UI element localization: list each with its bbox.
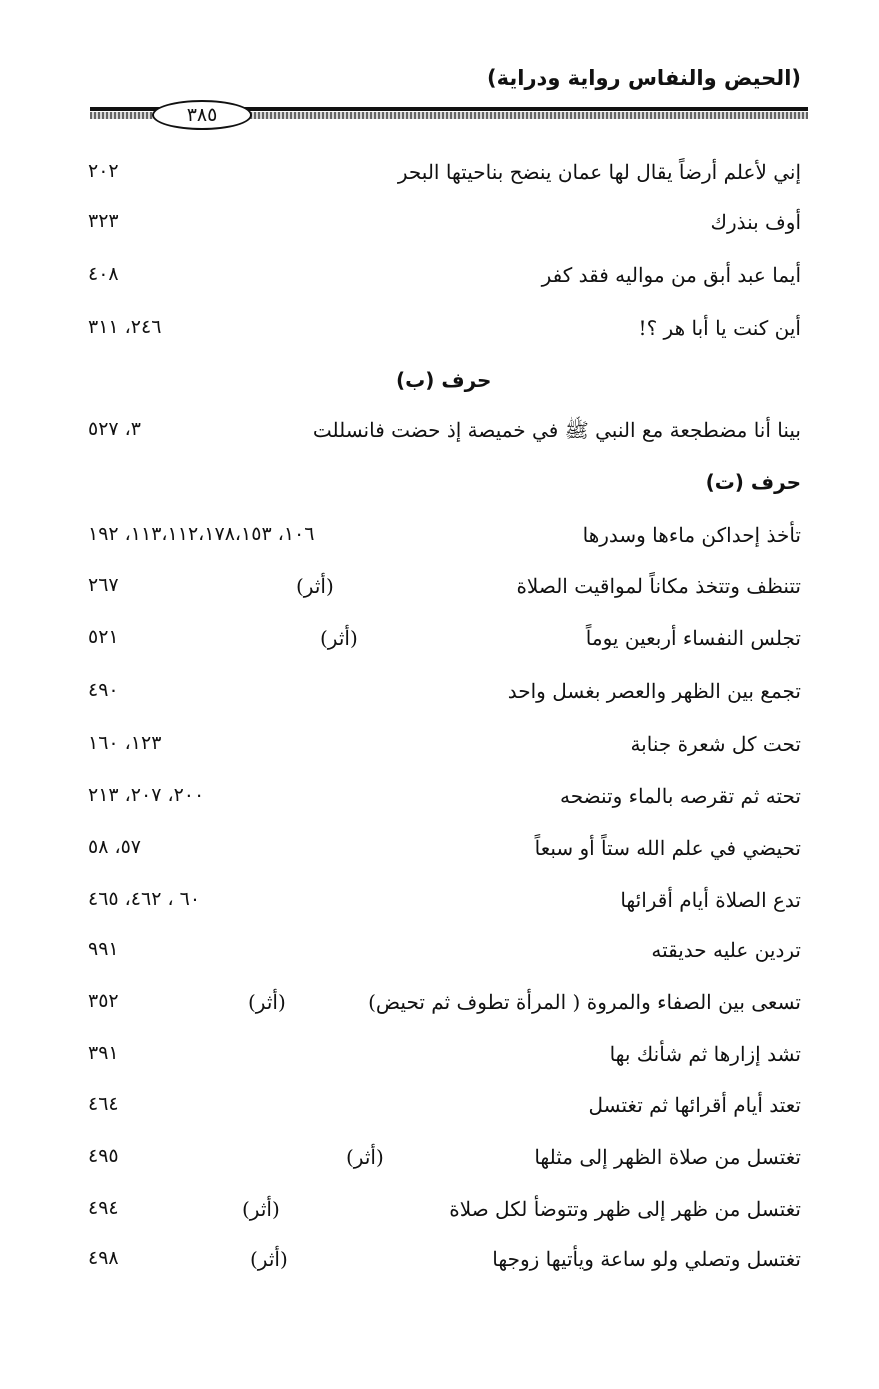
index-entry	[88, 412, 801, 452]
entry-text: تجمع بين الظهر والعصر بغسل واحد	[507, 679, 801, 703]
entry-text: تأخذ إحداكن ماءها وسدرها	[582, 523, 801, 547]
index-entry	[88, 1036, 801, 1076]
entry-text: تعتد أيام أقرائها ثم تغتسل	[588, 1093, 801, 1117]
entry-text: تتنظف وتتخذ مكاناً لمواقيت الصلاة	[516, 574, 801, 598]
entry-text: أيما عبد أبق من مواليه فقد كفر	[541, 263, 801, 287]
entry-pages: ٢٦٧	[88, 574, 119, 596]
athar-tag: (أثر)	[242, 1197, 280, 1221]
entry-text: تردين عليه حديقته	[651, 938, 801, 962]
athar-tag: (أثر)	[248, 990, 286, 1014]
entry-text: بينا أنا مضطجعة مع النبي ﷺ في خميصة إذ حضت فانسللت	[312, 418, 801, 442]
index-entry	[88, 726, 801, 766]
entry-pages: ٢٠٠، ٢٠٧، ٢١٣	[88, 784, 205, 806]
entry-text: تدع الصلاة أيام أقرائها	[620, 888, 801, 912]
entry-pages: ٤٩٠	[88, 679, 119, 701]
page-number: ٣٨٥	[152, 100, 252, 130]
index-entry	[88, 932, 801, 972]
entry-pages: ٤٩٥	[88, 1145, 119, 1167]
index-entry	[88, 882, 801, 922]
index-entry	[88, 257, 801, 297]
athar-tag: (أثر)	[296, 574, 334, 598]
entry-pages: ٣٢٣	[88, 210, 119, 232]
entry-text: تحته ثم تقرصه بالماء وتنضحه	[559, 784, 801, 808]
entry-pages: ٣٩١	[88, 1042, 119, 1064]
index-entry	[88, 310, 801, 350]
entry-text: إني لأعلم أرضاً يقال لها عمان ينضح بناحيتها البحر	[397, 160, 801, 184]
index-entry	[88, 204, 801, 244]
index-entry	[88, 673, 801, 713]
index-entry	[88, 830, 801, 870]
index-entry	[88, 620, 801, 660]
entry-pages: ٣٥٢	[88, 990, 119, 1012]
athar-tag: (أثر)	[250, 1247, 288, 1271]
index-entry	[88, 517, 801, 557]
index-entry	[88, 778, 801, 818]
entry-text: تغتسل وتصلي ولو ساعة ويأتيها زوجها	[492, 1247, 801, 1271]
entry-pages: ٤٩٤	[88, 1197, 119, 1219]
index-entry	[88, 568, 801, 608]
entry-text: تسعى بين الصفاء والمروة ( المرأة تطوف ثم تحيض)	[368, 990, 801, 1014]
entry-text: تغتسل من ظهر إلى ظهر وتتوضأ لكل صلاة	[449, 1197, 801, 1221]
section-heading-t: حرف (ت)	[705, 470, 801, 494]
running-title: (الحيض والنفاس رواية ودراية)	[487, 66, 801, 90]
entry-pages: ١٢٣، ١٦٠	[88, 732, 162, 754]
entry-pages: ٢٤٦، ٣١١	[88, 316, 162, 338]
index-entry	[88, 984, 801, 1024]
entry-pages: ٤٦٤	[88, 1093, 119, 1115]
header-rule	[90, 100, 808, 126]
athar-tag: (أثر)	[346, 1145, 384, 1169]
section-heading-b: حرف (ب)	[396, 368, 492, 392]
entry-text: تشد إزارها ثم شأنك بها	[609, 1042, 801, 1066]
entry-pages: ١٠٦، ١١٣،١١٢،١٧٨،١٥٣، ١٩٢	[88, 523, 315, 545]
athar-tag: (أثر)	[320, 626, 358, 650]
entry-pages: ٥٧، ٥٨	[88, 836, 142, 858]
entry-text: أوف بنذرك	[710, 210, 801, 234]
entry-text: تحيضي في علم الله ستاً أو سبعاً	[534, 836, 801, 860]
index-entry	[88, 1139, 801, 1179]
index-entry	[88, 1087, 801, 1127]
index-entry	[88, 1241, 801, 1281]
entry-text: تغتسل من صلاة الظهر إلى مثلها	[534, 1145, 801, 1169]
entry-pages: ٩٩١	[88, 938, 119, 960]
entry-pages: ٢٠٢	[88, 160, 119, 182]
index-entry	[88, 154, 801, 194]
entry-pages: ٤٠٨	[88, 263, 119, 285]
entry-text: أين كنت يا أبا هر ؟!	[638, 316, 801, 340]
entry-pages: ٦٠ ، ٤٦٢، ٤٦٥	[88, 888, 201, 910]
entry-pages: ٤٩٨	[88, 1247, 119, 1269]
entry-pages: ٣، ٥٢٧	[88, 418, 142, 440]
entry-pages: ٥٢١	[88, 626, 119, 648]
entry-text: تجلس النفساء أربعين يوماً	[585, 626, 801, 650]
index-entry	[88, 1191, 801, 1231]
entry-text: تحت كل شعرة جنابة	[630, 732, 801, 756]
